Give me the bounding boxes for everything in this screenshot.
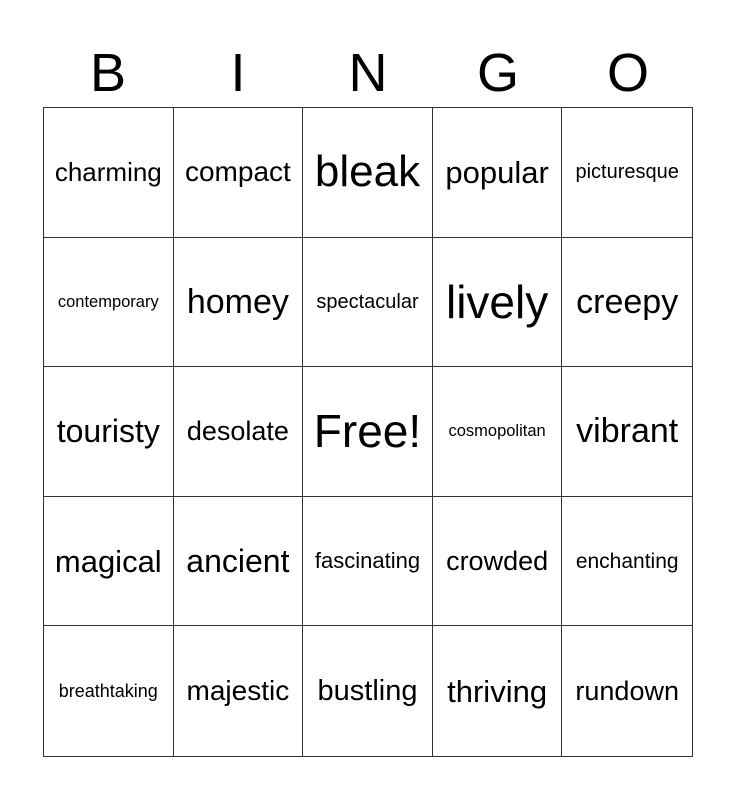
bingo-cell[interactable] xyxy=(562,626,692,756)
bingo-cell[interactable] xyxy=(433,626,563,756)
bingo-cell[interactable] xyxy=(174,626,304,756)
bingo-cell[interactable] xyxy=(44,626,174,756)
cell-word: touristy xyxy=(56,413,160,450)
bingo-cell[interactable] xyxy=(44,367,174,497)
cell-word: ancient xyxy=(186,543,290,580)
bingo-cell[interactable] xyxy=(303,626,433,756)
bingo-cell[interactable] xyxy=(303,108,433,238)
cell-word: enchanting xyxy=(575,549,679,573)
bingo-cell[interactable] xyxy=(303,497,433,627)
bingo-cell[interactable] xyxy=(174,367,304,497)
cell-word: Free! xyxy=(313,405,422,458)
bingo-header xyxy=(43,40,693,106)
cell-word: desolate xyxy=(186,415,289,446)
bingo-cell[interactable] xyxy=(44,238,174,368)
bingo-cell[interactable] xyxy=(303,238,433,368)
free-space-cell[interactable] xyxy=(303,367,433,497)
bingo-cell[interactable] xyxy=(562,108,692,238)
bingo-cell[interactable] xyxy=(174,108,304,238)
bingo-cell[interactable] xyxy=(433,238,563,368)
cell-word: popular xyxy=(445,154,549,190)
cell-word: fascinating xyxy=(314,548,421,574)
header-letter-o: O xyxy=(606,43,649,103)
header-letter-b: B xyxy=(89,43,127,103)
bingo-cell[interactable] xyxy=(562,367,692,497)
bingo-cell[interactable] xyxy=(433,108,563,238)
bingo-cell[interactable] xyxy=(44,497,174,627)
cell-word: bleak xyxy=(314,147,421,197)
header-letter-g: G xyxy=(476,43,519,103)
cell-word: compact xyxy=(184,156,291,188)
bingo-cell[interactable] xyxy=(44,108,174,238)
bingo-cell[interactable] xyxy=(562,238,692,368)
cell-word: crowded xyxy=(446,545,549,576)
cell-word: thriving xyxy=(447,673,548,709)
cell-word: majestic xyxy=(186,675,290,707)
bingo-cell[interactable] xyxy=(174,497,304,627)
cell-word: vibrant xyxy=(576,412,679,451)
cell-word: homey xyxy=(186,282,289,321)
cell-word: rundown xyxy=(575,675,679,706)
bingo-cell[interactable] xyxy=(562,497,692,627)
cell-word: cosmopolitan xyxy=(448,422,546,441)
cell-word: creepy xyxy=(576,282,679,321)
bingo-cell[interactable] xyxy=(433,497,563,627)
header-letter-i: I xyxy=(230,43,246,103)
cell-word: lively xyxy=(445,275,549,328)
bingo-cell[interactable] xyxy=(433,367,563,497)
cell-word: picturesque xyxy=(575,161,679,184)
bingo-cell[interactable] xyxy=(174,238,304,368)
cell-word: charming xyxy=(54,157,162,188)
cell-word: breathtaking xyxy=(58,681,158,702)
header-letter-n: N xyxy=(348,43,388,103)
cell-word: magical xyxy=(54,543,162,579)
cell-word: spectacular xyxy=(316,290,419,313)
cell-word: contemporary xyxy=(57,292,159,311)
bingo-grid xyxy=(43,107,693,757)
cell-word: bustling xyxy=(317,674,418,707)
